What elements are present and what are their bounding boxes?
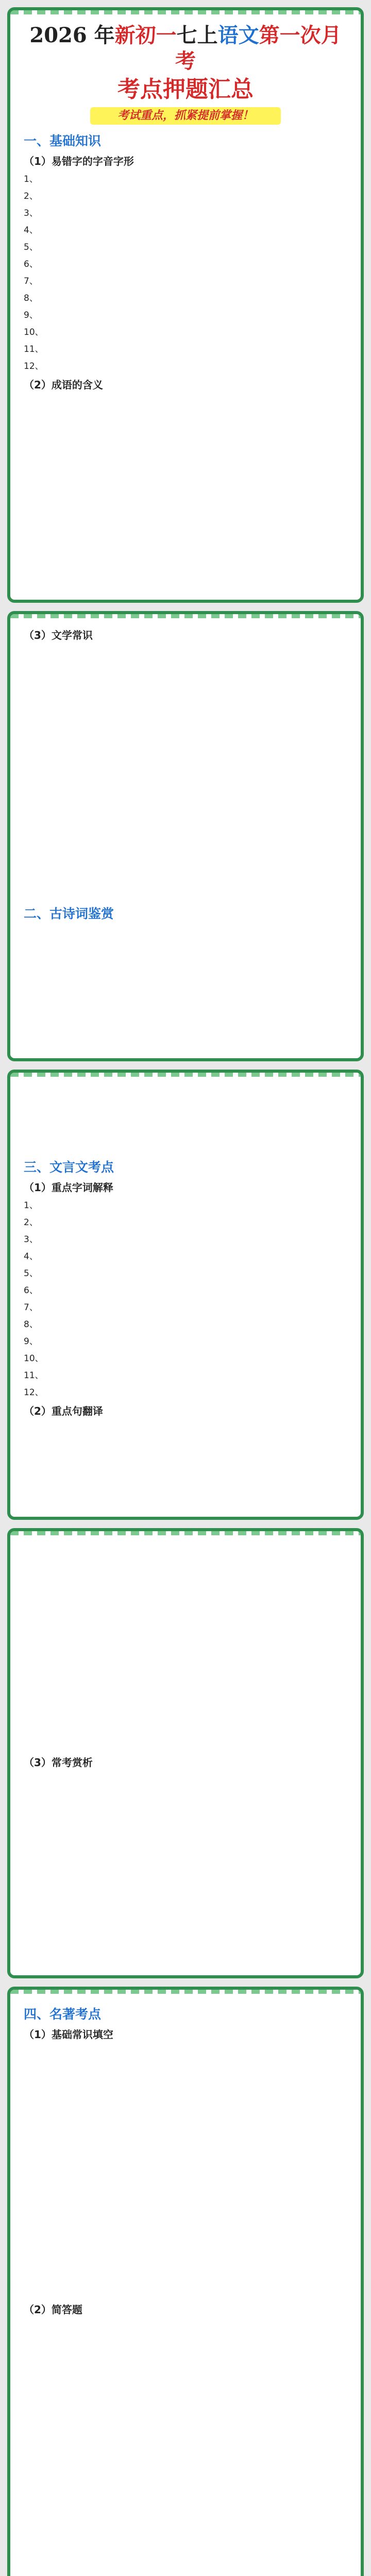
spacer	[24, 1803, 347, 1807]
list-item	[24, 459, 347, 490]
list-item	[24, 1350, 347, 1367]
question	[24, 1648, 347, 1663]
list-item	[24, 2204, 347, 2236]
spacer	[24, 1150, 347, 1154]
question	[24, 2425, 347, 2440]
spacer	[24, 1908, 347, 1912]
list-item	[24, 324, 347, 341]
question	[24, 2460, 347, 2475]
item-number: 12、	[24, 1387, 44, 1398]
list-item	[24, 869, 347, 901]
subsection-key-words: （1）重点字词解释	[24, 1181, 113, 1194]
section-title-classics: 四、名著考点	[24, 2007, 102, 2022]
answer	[24, 1045, 347, 1060]
item-number: 2、	[24, 191, 38, 201]
question	[24, 1543, 347, 1558]
list-item	[24, 2044, 347, 2076]
spacer	[24, 955, 347, 959]
list-item	[24, 2140, 347, 2172]
item-number: 6、	[24, 1285, 38, 1296]
list-item	[24, 773, 347, 805]
item-number: 7、	[24, 276, 38, 286]
spacer	[24, 1749, 347, 1753]
spacer	[24, 1025, 347, 1029]
list-item	[24, 2172, 347, 2204]
answer	[24, 2475, 347, 2490]
appreciation-list	[24, 1772, 347, 1978]
question	[24, 1912, 347, 1928]
spacer	[24, 1608, 347, 1613]
answer	[24, 1893, 347, 1908]
subsection-literary-knowledge: （3）文学常识	[24, 629, 93, 641]
answer	[24, 2370, 347, 2385]
answer	[24, 1698, 347, 1714]
item-number: 10、	[24, 1353, 44, 1364]
list-item	[24, 1231, 347, 1248]
question	[24, 1807, 347, 1823]
poetry-qa-continued	[24, 1084, 347, 1154]
item-number: 8、	[24, 293, 38, 303]
short-answer-list	[24, 2319, 347, 2565]
spacer	[24, 2455, 347, 2460]
question	[24, 1119, 347, 1134]
subsection-translation: （2）重点句翻译	[24, 1405, 103, 1417]
answer	[24, 1010, 347, 1025]
card-classics	[7, 1987, 364, 2576]
spacer	[24, 1060, 347, 1061]
question	[24, 1683, 347, 1698]
list-item	[24, 188, 347, 205]
question	[24, 2530, 347, 2545]
answer	[24, 1134, 347, 1150]
list-item	[24, 239, 347, 256]
section-title-classical: 三、文言文考点	[24, 1160, 114, 1175]
question	[24, 959, 347, 975]
item-number: 5、	[24, 242, 38, 252]
subsection-pronunciation: （1）易错字的字音字形	[24, 155, 134, 167]
translation-list	[24, 1421, 347, 1491]
list-item	[24, 805, 347, 837]
spacer	[24, 2561, 347, 2565]
answer	[24, 1963, 347, 1978]
spacer	[24, 1573, 347, 1578]
list-item	[24, 395, 347, 427]
answer	[24, 1558, 347, 1573]
list-item	[24, 1333, 347, 1350]
question	[24, 2389, 347, 2405]
translation-continued-list	[24, 1543, 347, 1753]
question	[24, 2354, 347, 2370]
answer	[24, 2510, 347, 2526]
highlight-banner: 考试重点，抓紧提前掌握！	[90, 107, 281, 125]
list-item	[24, 2268, 347, 2300]
list-item	[24, 741, 347, 773]
answer	[24, 1823, 347, 1838]
answer	[24, 1593, 347, 1608]
page-title: 2026 年新初一七上语文第一次月考	[29, 23, 342, 73]
list-item	[24, 273, 347, 290]
item-number: 6、	[24, 259, 38, 269]
question	[24, 1772, 347, 1788]
poetry-qa-list	[24, 924, 347, 1061]
question	[24, 1947, 347, 1963]
answer	[24, 975, 347, 990]
section-title-poetry: 二、古诗词鉴赏	[24, 906, 114, 921]
list-item	[24, 341, 347, 358]
list-item	[24, 1265, 347, 1282]
item-number: 4、	[24, 1251, 38, 1262]
question	[24, 1842, 347, 1858]
list-item	[24, 1282, 347, 1299]
item-number: 9、	[24, 1336, 38, 1347]
list-item	[24, 1197, 347, 1214]
spacer	[24, 1115, 347, 1119]
answer	[24, 1928, 347, 1943]
item-number: 7、	[24, 1302, 38, 1313]
question	[24, 1456, 347, 1471]
section-title-basics: 一、基础知识	[24, 133, 102, 148]
spacer	[24, 1487, 347, 1491]
question	[24, 1421, 347, 1436]
list-item	[24, 709, 347, 741]
item-number: 11、	[24, 344, 44, 354]
card-literature-poetry	[7, 611, 364, 1061]
spacer	[24, 2526, 347, 2530]
idiom-list	[24, 395, 347, 586]
answer	[24, 2545, 347, 2561]
spacer	[24, 2350, 347, 2354]
item-number: 12、	[24, 361, 44, 371]
answer	[24, 940, 347, 955]
item-number: 4、	[24, 225, 38, 235]
question	[24, 1613, 347, 1628]
question	[24, 1084, 347, 1099]
spacer	[24, 2490, 347, 2495]
card-classical-chinese	[7, 1070, 364, 1520]
question	[24, 924, 347, 940]
question	[24, 2319, 347, 2335]
spacer	[24, 1679, 347, 1683]
answer	[24, 1858, 347, 1873]
item-number: 3、	[24, 208, 38, 218]
item-number: 8、	[24, 1319, 38, 1330]
answer	[24, 2405, 347, 2420]
answer	[24, 1099, 347, 1115]
list-item	[24, 837, 347, 869]
list-item	[24, 554, 347, 586]
list-item	[24, 1214, 347, 1231]
list-item	[24, 171, 347, 188]
literary-knowledge-list	[24, 645, 347, 901]
list-item	[24, 2076, 347, 2108]
question	[24, 1877, 347, 1893]
list-item	[24, 358, 347, 375]
spacer	[24, 1943, 347, 1947]
spacer	[24, 1452, 347, 1456]
card-translation-appreciation	[7, 1528, 364, 1978]
list-item	[24, 1248, 347, 1265]
question	[24, 2495, 347, 2510]
list-item	[24, 2236, 347, 2268]
spacer	[24, 1643, 347, 1648]
question	[24, 1029, 347, 1045]
classics-fill-list	[24, 2044, 347, 2300]
item-number: 2、	[24, 1217, 38, 1228]
item-number: 3、	[24, 1234, 38, 1245]
spacer	[24, 1838, 347, 1842]
card-basics	[7, 7, 364, 603]
page-subtitle: 考点押题汇总	[117, 76, 254, 103]
list-item	[24, 222, 347, 239]
list-item	[24, 1384, 347, 1401]
list-item	[24, 290, 347, 307]
list-item	[24, 677, 347, 709]
subsection-appreciation: （3）常考赏析	[24, 1756, 93, 1769]
key-words-list	[24, 1197, 347, 1401]
subsection-fill-blanks: （1）基础常识填空	[24, 2028, 113, 2041]
question	[24, 1718, 347, 1733]
question	[24, 994, 347, 1010]
answer	[24, 1436, 347, 1452]
list-item	[24, 205, 347, 222]
answer	[24, 1628, 347, 1643]
list-item	[24, 645, 347, 677]
answer	[24, 1733, 347, 1749]
subsection-short-answer: （2）简答题	[24, 2303, 82, 2316]
item-number: 1、	[24, 174, 38, 184]
list-item	[24, 2108, 347, 2140]
list-item	[24, 307, 347, 324]
question	[24, 1578, 347, 1593]
answer	[24, 2440, 347, 2455]
answer	[24, 2335, 347, 2350]
list-item	[24, 256, 347, 273]
item-number: 11、	[24, 1370, 44, 1381]
item-number: 10、	[24, 327, 44, 337]
spacer	[24, 2385, 347, 2389]
pronunciation-list	[24, 171, 347, 375]
list-item	[24, 1367, 347, 1384]
list-item	[24, 1299, 347, 1316]
subsection-idioms: （2）成语的含义	[24, 379, 103, 391]
list-item	[24, 490, 347, 522]
spacer	[24, 1714, 347, 1718]
list-item	[24, 522, 347, 554]
spacer	[24, 990, 347, 994]
answer	[24, 1663, 347, 1679]
item-number: 9、	[24, 310, 38, 320]
list-item	[24, 427, 347, 459]
spacer	[24, 2420, 347, 2425]
answer	[24, 1788, 347, 1803]
item-number: 1、	[24, 1200, 38, 1211]
list-item	[24, 1316, 347, 1333]
spacer	[24, 1873, 347, 1877]
item-number: 5、	[24, 1268, 38, 1279]
answer	[24, 1471, 347, 1487]
